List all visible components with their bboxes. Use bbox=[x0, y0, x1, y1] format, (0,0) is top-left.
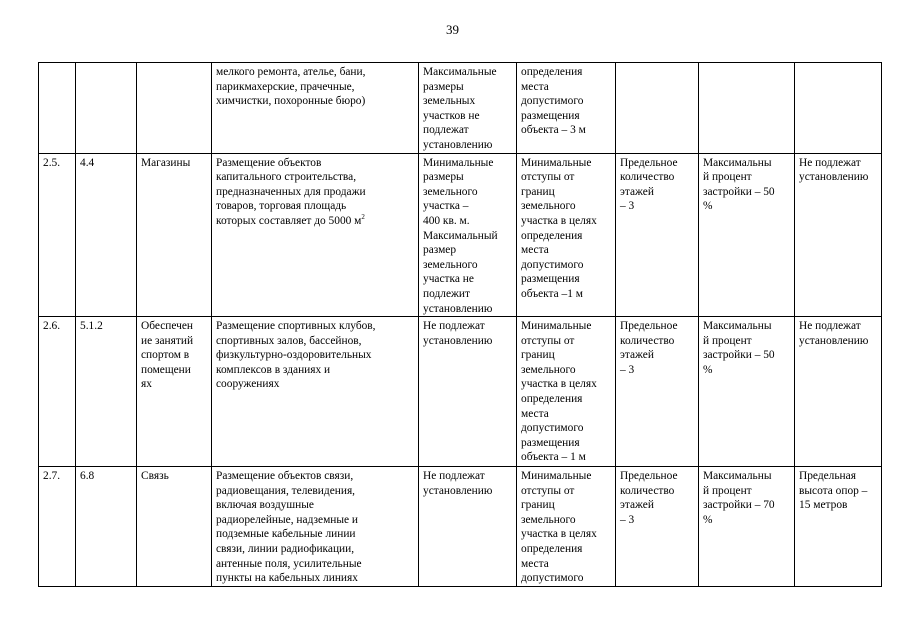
plot-size-cell: Минимальные размеры земельного участка – 400 кв. м. Максимальный размер земельного участка не подлежит установлению bbox=[419, 153, 517, 317]
coverage-cell: Максимальны й процент застройки – 50 % bbox=[699, 153, 795, 317]
row-number-cell: 2.5. bbox=[39, 153, 76, 317]
use-code-cell: 6.8 bbox=[76, 467, 137, 587]
use-name-cell: Связь bbox=[137, 467, 212, 587]
zoning-regulations-table bbox=[38, 62, 882, 587]
use-description-cell: мелкого ремонта, ателье, бани, парикмахерские, прачечные, химчистки, похоронные бюро) bbox=[212, 63, 419, 154]
floors-cell: Предельное количество этажей – 3 bbox=[616, 317, 699, 467]
use-description-cell: Размещение объектов связи, радиовещания, телевидения, включая воздушные радиорелейные, надземные и подземные кабельные линии связи, линии радиофикации, антенные поля, усилительные пункты на кабельных линиях bbox=[212, 467, 419, 587]
use-code-cell: 4.4 bbox=[76, 153, 137, 317]
setbacks-cell: Минимальные отступы от границ земельного участка в целях определения места допустимого размещения объекта –1 м bbox=[517, 153, 616, 317]
floors-cell: Предельное количество этажей – 3 bbox=[616, 467, 699, 587]
table-row bbox=[39, 63, 882, 154]
coverage-cell bbox=[699, 63, 795, 154]
floors-cell bbox=[616, 63, 699, 154]
use-name-cell: Обеспечен ие занятий спортом в помещени ях bbox=[137, 317, 212, 467]
coverage-cell: Максимальны й процент застройки – 70 % bbox=[699, 467, 795, 587]
use-code-cell: 5.1.2 bbox=[76, 317, 137, 467]
use-name-cell bbox=[137, 63, 212, 154]
use-name-cell: Магазины bbox=[137, 153, 212, 317]
other-params-cell bbox=[795, 63, 882, 154]
superscript-squared: 2 bbox=[361, 213, 365, 222]
use-description-cell bbox=[212, 153, 419, 317]
plot-size-cell: Не подлежат установлению bbox=[419, 317, 517, 467]
use-description-cell: Размещение спортивных клубов, спортивных залов, бассейнов, физкультурно-оздоровительных комплексов в зданиях и сооружениях bbox=[212, 317, 419, 467]
other-params-cell: Предельная высота опор – 15 метров bbox=[795, 467, 882, 587]
setbacks-cell: Минимальные отступы от границ земельного участка в целях определения места допустимого bbox=[517, 467, 616, 587]
table-row bbox=[39, 317, 882, 467]
table-row bbox=[39, 467, 882, 587]
plot-size-cell: Не подлежат установлению bbox=[419, 467, 517, 587]
row-number-cell bbox=[39, 63, 76, 154]
use-description-text: Размещение объектов капитального строительства, предназначенных для продажи товаров, торговая площадь которых составляет до 5000 м bbox=[216, 156, 366, 227]
table-row bbox=[39, 153, 882, 317]
setbacks-cell: определения места допустимого размещения объекта – 3 м bbox=[517, 63, 616, 154]
other-params-cell: Не подлежат установлению bbox=[795, 317, 882, 467]
other-params-cell: Не подлежат установлению bbox=[795, 153, 882, 317]
floors-cell: Предельное количество этажей – 3 bbox=[616, 153, 699, 317]
setbacks-cell: Минимальные отступы от границ земельного участка в целях определения места допустимого размещения объекта – 1 м bbox=[517, 317, 616, 467]
row-number-cell: 2.6. bbox=[39, 317, 76, 467]
page-number: 39 bbox=[446, 22, 459, 37]
coverage-cell: Максимальны й процент застройки – 50 % bbox=[699, 317, 795, 467]
plot-size-cell: Максимальные размеры земельных участков не подлежат установлению bbox=[419, 63, 517, 154]
use-code-cell bbox=[76, 63, 137, 154]
row-number-cell: 2.7. bbox=[39, 467, 76, 587]
